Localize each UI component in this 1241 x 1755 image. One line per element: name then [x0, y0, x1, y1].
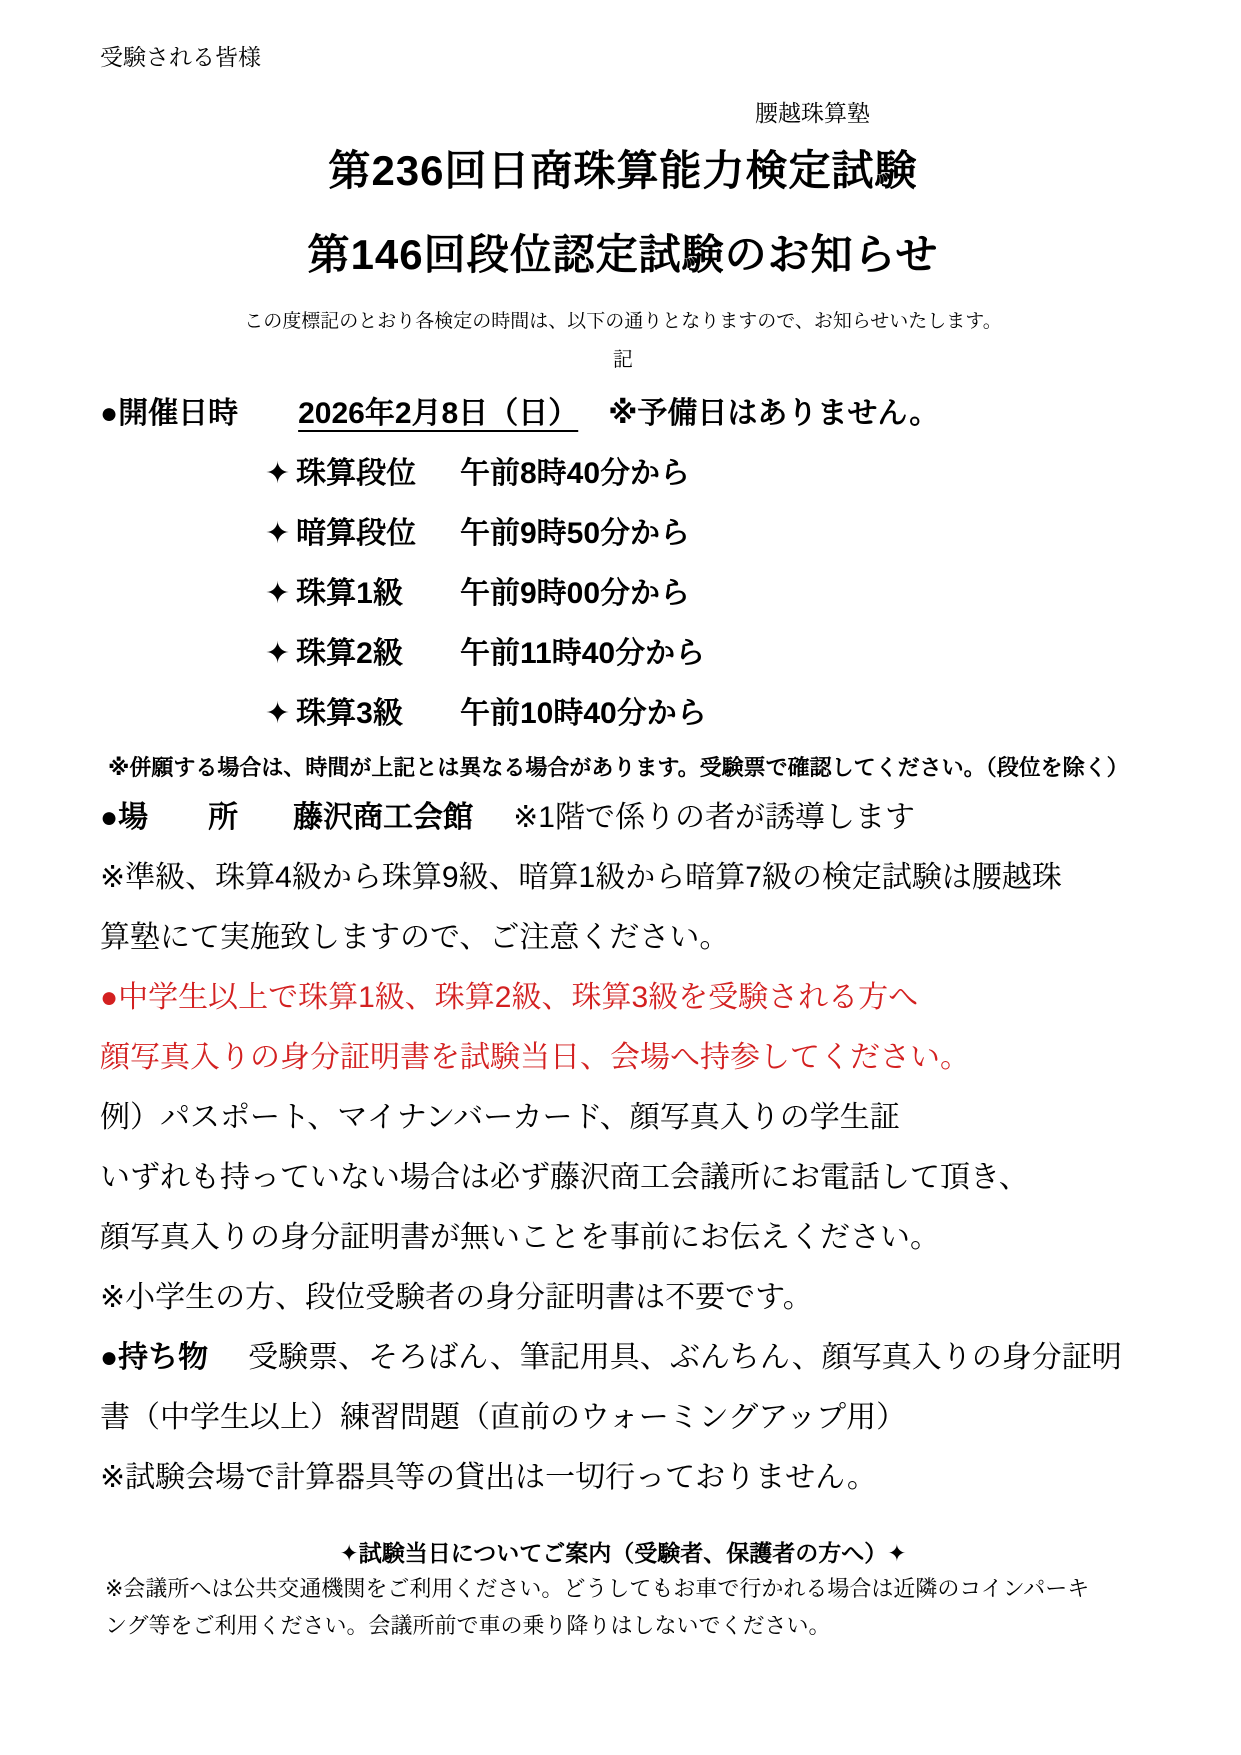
rental-note: ※試験会場で計算器具等の貸出は一切行っておりません。 [100, 1461, 877, 1494]
organization-label: 腰越珠算塾 [755, 100, 870, 126]
intro-text: この度標記のとおり各検定の時間は、以下の通りとなりますので、お知らせいたします。 [244, 311, 1002, 332]
schedule-row-soroban-2kyu [265, 624, 1146, 684]
schedule-label [265, 504, 460, 564]
exam-name: 暗算段位 [296, 517, 417, 550]
datetime-line [100, 384, 1146, 444]
no-id-line2: 顔写真入りの身分証明書が無いことを事前にお伝えください。 [100, 1221, 940, 1254]
event-date: 2026年2月8日（日） [298, 397, 579, 430]
exam-day-guide-line2: ング等をご利用ください。会議所前で車の乗り降りはしないでください。 [105, 1613, 831, 1638]
spacer [100, 1508, 1146, 1536]
venue-line [100, 788, 1146, 848]
schedule-row-soroban-1kyu [265, 564, 1146, 624]
belongings-label: 持ち物 [118, 1341, 209, 1374]
id-requirement-instruction: 顔写真入りの身分証明書を試験当日、会場へ持参してください。 [100, 1041, 970, 1074]
exam-day-guide-heading: ✦試験当日についてご案内（受験者、保護者の方へ）✦ [339, 1540, 907, 1566]
venue-guide-note: ※1階で係りの者が誘導します [513, 801, 915, 834]
bullet-icon: ● [100, 1341, 119, 1374]
belongings-line2: 書（中学生以上）練習問題（直前のウォーミングアップ用） [100, 1401, 907, 1434]
no-id-line1: いずれも持っていない場合は必ず藤沢商工会議所にお電話して頂き、 [100, 1161, 1029, 1194]
exam-name: 珠算1級 [296, 577, 403, 610]
diamond-icon: ✦ [265, 577, 291, 610]
audience-label: 受験される皆様 [100, 44, 261, 70]
schedule-row-soroban-3kyu [265, 684, 1146, 744]
schedule-label [265, 624, 460, 684]
document-title-line1: 第236回日商珠算能力検定試験 [328, 147, 918, 194]
document-title-line2: 第146回段位認定試験のお知らせ [307, 231, 939, 278]
venue-notice-line2: 算塾にて実施致しますので、ご注意ください。 [100, 921, 730, 954]
id-exemption-note: ※小学生の方、段位受験者の身分証明書は不要です。 [100, 1281, 813, 1314]
id-example-line: 例）パスポート、マイナンバーカード、顔写真入りの学生証 [100, 1101, 900, 1134]
schedule-label [265, 444, 460, 504]
datetime-label: 開催日時 [118, 397, 239, 430]
exam-time: 午前10時40分から [460, 697, 707, 730]
bullet-icon: ● [100, 981, 119, 1014]
diamond-icon: ✦ [265, 517, 291, 550]
schedule-label [265, 564, 460, 624]
exam-time: 午前8時40分から [460, 457, 691, 490]
belongings-line1 [100, 1328, 1146, 1388]
exam-name: 珠算2級 [296, 637, 403, 670]
exam-time: 午前11時40分から [460, 637, 706, 670]
diamond-icon: ✦ [265, 457, 291, 490]
diamond-icon: ✦ [265, 637, 291, 670]
concurrent-application-note: ※併願する場合は、時間が上記とは異なる場合があります。受験票で確認してください。（段位を除く） [108, 755, 1129, 780]
bullet-icon: ● [100, 801, 119, 834]
no-reserve-day-note: ※予備日はありません。 [608, 397, 940, 430]
venue-name: 藤沢商工会館 [293, 801, 474, 834]
schedule-label [265, 684, 460, 744]
id-requirement-heading [100, 968, 1146, 1028]
belongings-items-line1: 受験票、そろばん、筆記用具、ぶんちん、顔写真入りの身分証明 [248, 1341, 1122, 1374]
venue-label: 場 所 [118, 801, 239, 834]
diamond-icon: ✦ [265, 697, 291, 730]
venue-notice-line1: ※準級、珠算4級から珠算9級、暗算1級から暗算7級の検定試験は腰越珠 [100, 861, 1062, 894]
exam-name: 珠算段位 [296, 457, 417, 490]
schedule-list [265, 444, 1146, 744]
schedule-row-soroban-dan [265, 444, 1146, 504]
id-requirement-heading-text: 中学生以上で珠算1級、珠算2級、珠算3級を受験される方へ [118, 981, 919, 1014]
exam-name: 珠算3級 [296, 697, 403, 730]
exam-time: 午前9時50分から [460, 517, 691, 550]
bullet-icon: ● [100, 397, 119, 430]
record-marker: 記 [613, 349, 633, 371]
exam-day-guide-line1: ※会議所へは公共交通機関をご利用ください。どうしてもお車で行かれる場合は近隣のコインパーキ [105, 1576, 1090, 1601]
exam-time: 午前9時00分から [460, 577, 691, 610]
schedule-row-anzan-dan [265, 504, 1146, 564]
